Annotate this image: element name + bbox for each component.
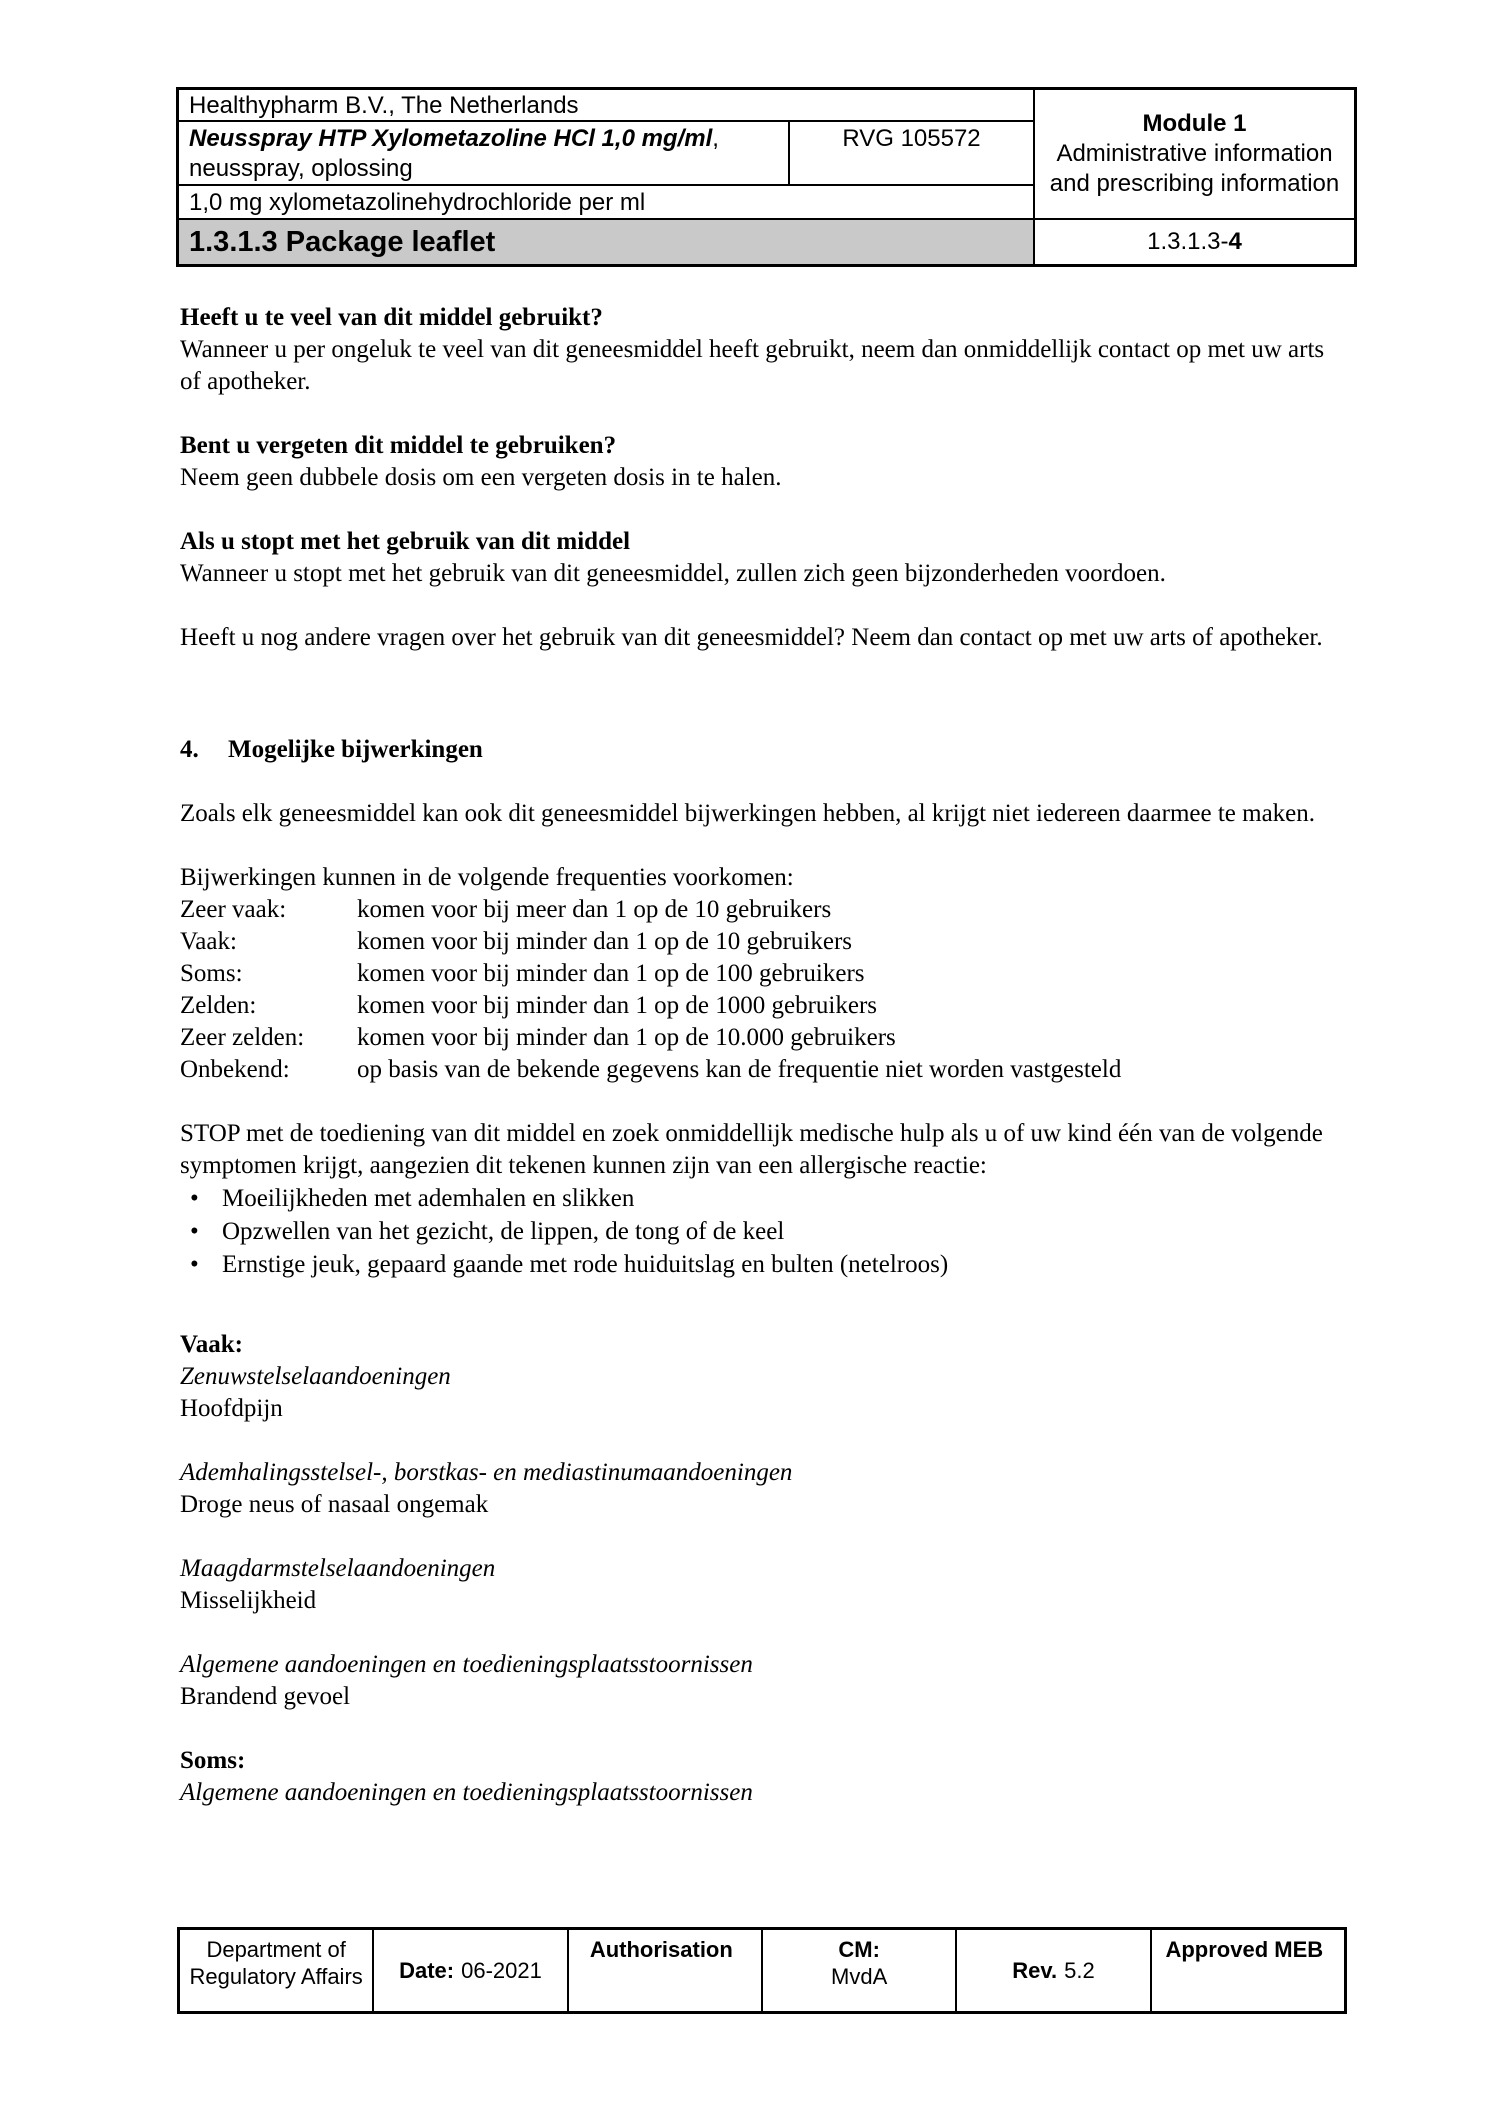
allergy-symptoms-list: [180, 1182, 1348, 1281]
heading-soms: Soms:: [180, 1747, 246, 1774]
list-item-text: Moeilijkheden met ademhalen en slikken: [222, 1185, 635, 1212]
frequency-row: [180, 926, 1348, 958]
list-item: [180, 1182, 1348, 1215]
section-4-number: 4.: [180, 736, 199, 763]
frequency-row: [180, 894, 1348, 926]
product-row: [179, 122, 1033, 186]
footer-authorisation-label: Authorisation: [589, 1937, 733, 1962]
footer-approved-label: Approved MEB: [1165, 1937, 1324, 1962]
module-line2: Administrative information: [1056, 140, 1333, 167]
soc-class: Ademhalingsstelsel-, borstkas- en mediastinumaandoeningen: [180, 1459, 793, 1486]
soc-class: Maagdarmstelselaandoeningen: [180, 1555, 496, 1582]
footer-department-line2: Regulatory Affairs: [189, 1964, 363, 1989]
footer-cm-value: MvdA: [831, 1964, 888, 1989]
list-item: [180, 1248, 1348, 1281]
frequency-desc: komen voor bij minder dan 1 op de 1000 gebruikers: [357, 992, 878, 1019]
footer-date-value: 06-2021: [461, 1958, 542, 1983]
frequency-list: [180, 862, 1348, 1086]
frequency-row: [180, 1054, 1348, 1086]
side-effect: Misselijkheid: [180, 1587, 317, 1614]
frequency-desc: komen voor bij minder dan 1 op de 100 gebruikers: [357, 960, 865, 987]
module-line3: and prescribing information: [1049, 170, 1340, 197]
footer-approved-cell: [1150, 1930, 1344, 2011]
frequency-row: [180, 1022, 1348, 1054]
frequency-desc: komen voor bij meer dan 1 op de 10 gebruikers: [357, 896, 832, 923]
header-table: [176, 87, 1357, 267]
paragraph-stop-warning: STOP met de toediening van dit middel en zoek onmiddellijk medische hulp als u of uw kind één van de volgende symptomen krijgt, aangezien dit tekenen kunnen zijn van een allergische reactie:: [180, 1120, 1323, 1179]
list-item: [180, 1215, 1348, 1248]
strength: 1,0 mg xylometazolinehydrochloride per ml: [189, 189, 646, 216]
side-effect: Hoofdpijn: [180, 1395, 283, 1422]
frequency-desc: komen voor bij minder dan 1 op de 10 gebruikers: [357, 928, 853, 955]
paragraph-more-questions: Heeft u nog andere vragen over het gebruik van dit geneesmiddel? Neem dan contact op met uw arts of apotheker.: [180, 624, 1323, 651]
footer-department-cell: [180, 1930, 372, 2011]
frequency-label: Zeer vaak:: [180, 896, 287, 923]
footer-cm-label: CM:: [838, 1937, 880, 1962]
footer-department-line1: Department of: [206, 1937, 346, 1962]
soc-class-soms: Algemene aandoeningen en toedieningsplaatsstoornissen: [180, 1779, 753, 1806]
heading-overdose: Heeft u te veel van dit middel gebruikt?: [180, 304, 603, 331]
frequency-desc: komen voor bij minder dan 1 op de 10.000 gebruikers: [357, 1024, 896, 1051]
frequency-label: Vaak:: [180, 928, 237, 955]
module-title: Module 1: [1142, 110, 1247, 137]
heading-forgotten-dose: Bent u vergeten dit middel te gebruiken?: [180, 432, 617, 459]
leaflet-body: [180, 302, 1348, 1809]
footer-cm-cell: [761, 1930, 955, 2011]
frequency-desc: op basis van de bekende gegevens kan de frequentie niet worden vastgesteld: [357, 1056, 1122, 1083]
side-effect-group: [180, 1361, 1348, 1425]
page-ref-prefix: 1.3.1.3-: [1147, 228, 1229, 255]
frequency-row: [180, 958, 1348, 990]
product-form: neusspray, oplossing: [189, 155, 413, 182]
heading-vaak: Vaak:: [180, 1331, 243, 1358]
footer-rev-label: Rev.: [1012, 1958, 1058, 1983]
list-item-text: Opzwellen van het gezicht, de lippen, de tong of de keel: [222, 1218, 785, 1245]
footer-date-cell: [372, 1930, 566, 2011]
soc-class: Zenuwstelselaandoeningen: [180, 1363, 451, 1390]
paragraph-side-effects-intro: Zoals elk geneesmiddel kan ook dit geneesmiddel bijwerkingen hebben, al krijgt niet iedereen daarmee te maken.: [180, 800, 1316, 827]
header-left-section: [179, 90, 1035, 218]
bullet-icon: •: [190, 1185, 199, 1212]
section-title-cell: [179, 220, 1035, 264]
heading-stop-use: Als u stopt met het gebruik van dit middel: [180, 528, 631, 555]
product-name-suffix: ,: [712, 125, 719, 152]
paragraph-overdose: Wanneer u per ongeluk te veel van dit geneesmiddel heeft gebruikt, neem dan onmiddellijk contact op met uw arts of apotheker.: [180, 336, 1325, 395]
product-cell: [179, 122, 790, 184]
footer-authorisation-cell: [567, 1930, 761, 2011]
frequency-label: Zeer zelden:: [180, 1024, 305, 1051]
list-item-text: Ernstige jeuk, gepaard gaande met rode huiduitslag en bulten (netelroos): [222, 1251, 949, 1278]
section-title: 1.3.1.3 Package leaflet: [189, 226, 496, 258]
page-ref-number: 4: [1228, 228, 1242, 255]
footer-rev-value: 5.2: [1064, 1958, 1095, 1983]
side-effect: Brandend gevoel: [180, 1683, 351, 1710]
product-name: Neusspray HTP Xylometazoline HCl 1,0 mg/ml: [189, 125, 713, 152]
side-effect-group: [180, 1457, 1348, 1521]
rvg-number: RVG 105572: [842, 125, 981, 152]
paragraph-stop-use: Wanneer u stopt met het gebruik van dit geneesmiddel, zullen zich geen bijzonderheden voordoen.: [180, 560, 1166, 587]
frequency-row: [180, 990, 1348, 1022]
side-effect: Droge neus of nasaal ongemak: [180, 1491, 489, 1518]
module-info-cell: [1035, 90, 1354, 218]
page-ref-cell: [1035, 220, 1354, 264]
paragraph-forgotten-dose: Neem geen dubbele dosis om een vergeten dosis in te halen.: [180, 464, 782, 491]
side-effect-group: [180, 1553, 1348, 1617]
footer-table: [177, 1927, 1347, 2014]
footer-date-label: Date:: [399, 1958, 455, 1983]
company-name: Healthypharm B.V., The Netherlands: [179, 90, 1033, 122]
soc-class: Algemene aandoeningen en toedieningsplaatsstoornissen: [180, 1651, 753, 1678]
side-effect-group: [180, 1649, 1348, 1713]
header-table-top: [179, 90, 1354, 218]
footer-rev-cell: [955, 1930, 1149, 2011]
section-4-title: Mogelijke bijwerkingen: [228, 736, 483, 763]
frequency-label: Soms:: [180, 960, 243, 987]
bullet-icon: •: [190, 1218, 199, 1245]
bullet-icon: •: [190, 1251, 199, 1278]
frequency-label: Onbekend:: [180, 1056, 290, 1083]
header-table-bottom: [179, 218, 1354, 264]
frequency-intro: Bijwerkingen kunnen in de volgende frequenties voorkomen:: [180, 864, 794, 891]
frequency-label: Zelden:: [180, 992, 257, 1019]
section-4-heading: [180, 734, 1348, 766]
